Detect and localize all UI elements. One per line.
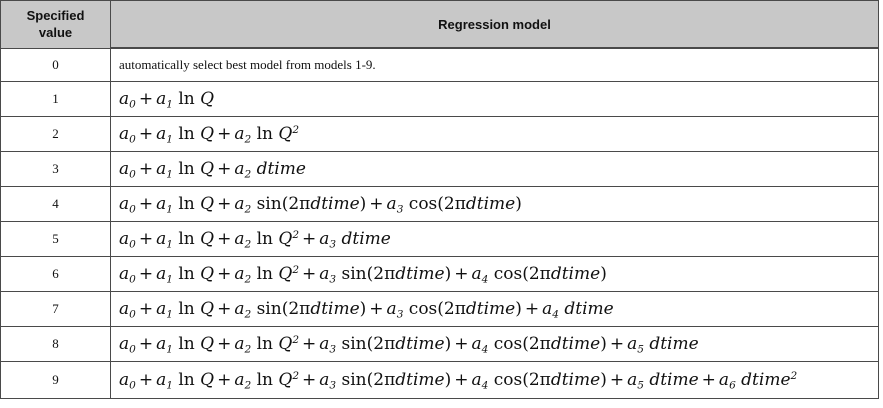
formula-term: $a_2$ — [234, 229, 252, 251]
formula-operator: + — [138, 159, 154, 179]
formula-term: $a_1$ — [156, 194, 173, 216]
formula-term: $Q^2$ — [278, 370, 300, 390]
specified-value-cell: 3 — [1, 152, 111, 187]
specified-value-cell: 5 — [1, 222, 111, 257]
formula-operator: + — [217, 264, 232, 284]
formula-function: ln — [256, 264, 273, 284]
formula-function: ln — [256, 124, 273, 144]
header-specified-value — [1, 1, 111, 49]
formula-term: $a_1$ — [156, 334, 173, 356]
formula-term: dtime — [550, 264, 601, 284]
formula-function: ) — [600, 370, 607, 390]
formula-term: dtime — [550, 370, 601, 390]
regression-model-formula — [111, 257, 879, 292]
formula-function: cos(2π — [408, 299, 466, 319]
formula-term: dtime — [310, 299, 360, 319]
specified-value-cell: 7 — [1, 292, 111, 327]
formula-operator: + — [138, 370, 154, 390]
table-row — [1, 292, 879, 327]
formula-operator: + — [138, 334, 154, 354]
table-row — [1, 48, 879, 82]
regression-model-formula — [111, 222, 879, 257]
formula-operator: + — [138, 299, 154, 319]
formula-term: $a_2$ — [234, 370, 252, 392]
regression-model-formula — [111, 292, 879, 327]
formula-function: ) — [444, 334, 452, 354]
regression-model-formula — [111, 82, 879, 117]
regression-model-cell: automatically select best model from models 1-9. — [111, 48, 879, 82]
formula-operator: + — [217, 124, 232, 144]
formula-term: $a_2$ — [234, 299, 252, 321]
formula-term: Q — [200, 334, 215, 354]
formula-operator: + — [454, 264, 469, 284]
formula-function: ln — [256, 370, 273, 390]
specified-value-cell: 0 — [1, 48, 111, 82]
formula-operator: + — [217, 299, 232, 319]
formula-operator: + — [217, 159, 232, 179]
formula-term: $a_2$ — [234, 124, 252, 146]
formula-term: dtime — [341, 229, 391, 249]
formula-term: Q — [200, 229, 215, 249]
formula-term: $a_4$ — [542, 299, 559, 321]
formula-operator: + — [138, 264, 154, 284]
formula-operator: + — [217, 194, 232, 214]
specified-value-cell: 4 — [1, 187, 111, 222]
formula-term: Q — [200, 89, 215, 109]
table-header-row — [1, 1, 879, 49]
table-row — [1, 327, 879, 362]
formula-function: sin(2π — [256, 299, 311, 319]
formula-function: ln — [178, 334, 195, 354]
formula-term: $a_5$ — [627, 370, 644, 392]
formula-function: sin(2π — [341, 264, 396, 284]
formula-operator: + — [701, 370, 716, 390]
formula-operator: + — [609, 334, 625, 354]
formula-operator: + — [369, 194, 384, 214]
formula-operator: + — [609, 370, 625, 390]
specified-value-cell: 6 — [1, 257, 111, 292]
formula-term: $Q^2$ — [278, 124, 300, 144]
formula-term: $a_0$ — [119, 334, 136, 356]
formula-operator: + — [302, 370, 317, 390]
formula-operator: + — [138, 89, 154, 109]
regression-model-formula — [111, 117, 879, 152]
formula-term: $a_0$ — [119, 264, 136, 286]
formula-term: $a_0$ — [119, 370, 136, 392]
formula-term: $a_1$ — [156, 89, 173, 111]
formula-function: ln — [178, 194, 195, 214]
formula-term: $a_0$ — [119, 159, 136, 181]
formula-function: ) — [515, 194, 522, 214]
formula-operator: + — [302, 334, 317, 354]
formula-operator: + — [302, 264, 317, 284]
formula-term: $a_1$ — [156, 159, 173, 181]
formula-term: Q — [200, 299, 215, 319]
formula-term: $a_3$ — [319, 370, 337, 392]
formula-operator: + — [302, 229, 317, 249]
formula-term: $a_0$ — [119, 89, 136, 111]
formula-function: cos(2π — [408, 194, 466, 214]
formula-operator: + — [138, 124, 154, 144]
formula-function: ) — [515, 299, 522, 319]
table-row — [1, 117, 879, 152]
formula-term: dtime — [649, 334, 699, 354]
regression-model-formula — [111, 152, 879, 187]
formula-term: dtime — [395, 334, 445, 354]
formula-function: ln — [256, 334, 273, 354]
formula-operator: + — [217, 229, 232, 249]
formula-term: $a_0$ — [119, 229, 136, 251]
formula-operator: + — [369, 299, 384, 319]
formula-function: ) — [444, 264, 452, 284]
formula-term: $a_1$ — [156, 229, 173, 251]
formula-operator: + — [138, 194, 154, 214]
formula-term: $a_2$ — [234, 334, 252, 356]
formula-term: $a_2$ — [234, 194, 252, 216]
formula-term: Q — [200, 159, 215, 179]
formula-term: $a_0$ — [119, 194, 136, 216]
formula-term: $a_2$ — [234, 264, 252, 286]
formula-term: $a_3$ — [319, 334, 337, 356]
formula-function: ln — [178, 159, 195, 179]
formula-term: $a_3$ — [386, 194, 404, 216]
formula-function: ln — [178, 299, 195, 319]
table-row — [1, 257, 879, 292]
formula-term: $a_2$ — [234, 159, 252, 181]
regression-model-formula — [111, 327, 879, 362]
formula-term: $a_3$ — [319, 264, 337, 286]
formula-term: $Q^2$ — [278, 264, 300, 284]
formula-function: ) — [600, 334, 607, 354]
formula-term: Q — [200, 124, 215, 144]
formula-function: ) — [359, 194, 367, 214]
formula-term: Q — [200, 264, 215, 284]
formula-function: ) — [444, 370, 452, 390]
formula-term: $a_4$ — [471, 334, 489, 356]
formula-term: dtime — [649, 370, 699, 390]
table-row — [1, 152, 879, 187]
formula-function: cos(2π — [493, 370, 551, 390]
formula-operator: + — [217, 370, 232, 390]
formula-term: dtime — [395, 370, 445, 390]
formula-term: $a_1$ — [156, 299, 173, 321]
formula-term: $a_1$ — [156, 124, 173, 146]
regression-model-formula — [111, 187, 879, 222]
table-row — [1, 82, 879, 117]
formula-term: $Q^2$ — [278, 229, 300, 249]
formula-function: ln — [178, 89, 195, 109]
formula-operator: + — [454, 370, 469, 390]
specified-value-cell: 2 — [1, 117, 111, 152]
specified-value-cell: 1 — [1, 82, 111, 117]
formula-term: $a_1$ — [156, 370, 173, 392]
formula-term: $a_4$ — [471, 264, 489, 286]
formula-operator: + — [454, 334, 469, 354]
specified-value-cell: 8 — [1, 327, 111, 362]
formula-term: dtime$^2$ — [741, 370, 798, 390]
formula-term: dtime — [564, 299, 614, 319]
header-regression-model: Regression model — [111, 1, 879, 49]
formula-term: dtime — [550, 334, 601, 354]
table-row — [1, 222, 879, 257]
formula-function: ln — [256, 229, 273, 249]
table-row — [1, 187, 879, 222]
specified-value-cell: 9 — [1, 362, 111, 399]
table-row — [1, 362, 879, 399]
formula-term: $a_4$ — [471, 370, 489, 392]
formula-operator: + — [138, 229, 154, 249]
formula-term: dtime — [256, 159, 306, 179]
formula-term: dtime — [395, 264, 445, 284]
formula-operator: + — [217, 334, 232, 354]
formula-function: ) — [359, 299, 367, 319]
formula-term: dtime — [465, 299, 516, 319]
formula-term: Q — [200, 194, 215, 214]
formula-term: $a_0$ — [119, 299, 136, 321]
formula-function: ln — [178, 124, 195, 144]
formula-function: cos(2π — [493, 264, 551, 284]
formula-term: $a_1$ — [156, 264, 173, 286]
formula-function: sin(2π — [341, 370, 396, 390]
formula-term: Q — [200, 370, 215, 390]
formula-term: $a_3$ — [386, 299, 404, 321]
formula-function: ln — [178, 370, 195, 390]
formula-term: $a_3$ — [319, 229, 337, 251]
regression-model-formula — [111, 362, 879, 399]
formula-function: ln — [178, 264, 195, 284]
formula-function: cos(2π — [493, 334, 551, 354]
formula-operator: + — [524, 299, 540, 319]
formula-function: ) — [600, 264, 607, 284]
formula-function: ln — [178, 229, 195, 249]
formula-function: sin(2π — [341, 334, 396, 354]
header-specified-value-label: Specified value — [26, 8, 85, 41]
formula-function: sin(2π — [256, 194, 311, 214]
formula-term: dtime — [465, 194, 516, 214]
formula-term: $a_5$ — [627, 334, 644, 356]
formula-term: $a_6$ — [718, 370, 736, 392]
formula-term: dtime — [310, 194, 360, 214]
formula-term: $Q^2$ — [278, 334, 300, 354]
formula-term: $a_0$ — [119, 124, 136, 146]
